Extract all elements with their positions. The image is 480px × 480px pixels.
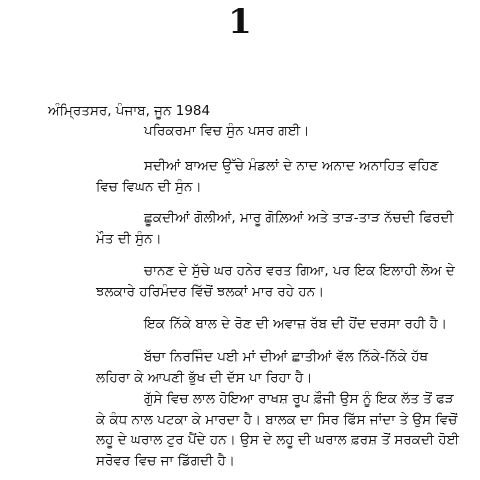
paragraph-line: ਕੇ ਕੰਧ ਨਾਲ ਪਟਕਾ ਕੇ ਮਾਰਦਾ ਹੈ। ਬਾਲਕ ਦਾ ਸਿਰ ਫਿੱਸ ਜਾਂਦਾ ਤੇ ਉਸ ਵਿਚੋਂ <box>96 411 458 428</box>
paragraph-line: ਮੌਤ ਦੀ ਸੁੰਨ। <box>96 230 162 247</box>
paragraph-line: ਚਾਨਣ ਦੇ ਸੁੱਚੇ ਘਰ ਹਨੇਰ ਵਰਤ ਗਿਆ, ਪਰ ਇਕ ਇਲਾਹੀ ਲੋਅ ਦੇ <box>144 263 455 279</box>
paragraph-line: ਛੂਕਦੀਆਂ ਗੋਲੀਆਂ, ਮਾਰੂ ਗੋਲ਼ਿਆਂ ਅਤੇ ਤਾੜ-ਤਾੜ ਨੱਚਦੀ ਫਿਰਦੀ <box>144 210 454 226</box>
paragraph-7 <box>48 389 460 471</box>
paragraph-line: ਸਦੀਆਂ ਬਾਅਦ ਉੱਚੇ ਮੰਡਲਾਂ ਦੇ ਨਾਦ ਅਨਾਦ ਅਨਾਹਿਤ ਵਹਿਣ <box>144 158 439 174</box>
paragraph-4 <box>48 261 455 302</box>
paragraph-3 <box>48 208 454 249</box>
paragraph-line: ਝਲਕਾਰੇ ਹਰਿਮੰਦਰ ਵਿੱਚੋਂ ਝਲਕਾਂ ਮਾਰ ਰਹੇ ਹਨ। <box>96 283 325 300</box>
paragraph-line: ਬੱਚਾ ਨਿਰਜਿੰਦ ਪਈ ਮਾਂ ਦੀਆਂ ਛਾਤੀਆਂ ਵੱਲ ਨਿੱਕੇ-ਨਿੱਕੇ ਹੱਥ <box>144 349 429 365</box>
paragraph-line: ਇਕ ਨਿੱਕੇ ਬਾਲ ਦੇ ਰੋਣ ਦੀ ਅਵਾਜ਼ ਰੱਬ ਦੀ ਹੋਂਦ ਦਰਸਾ ਰਹੀ ਹੈ। <box>144 316 447 332</box>
chapter-number: 1 <box>228 2 252 42</box>
paragraph-5 <box>48 314 448 335</box>
paragraph-line: ਲਹਿਰਾ ਕੇ ਆਪਣੀ ਭੁੱਖ ਦੀ ਦੱਸ ਪਾ ਰਿਹਾ ਹੈ। <box>96 369 313 386</box>
paragraph-line: ਵਿਚ ਵਿਘਨ ਦੀ ਸੁੰਨ। <box>96 178 202 195</box>
paragraph-line: ਗੁੱਸੇ ਵਿਚ ਲਾਲ ਹੋਇਆ ਰਾਖਸ਼ ਰੂਪ ਫ਼ੌਜੀ ਉਸ ਨੂੰ ਇਕ ਲੱਤ ਤੋਂ ਫੜ <box>144 391 454 407</box>
paragraph-1 <box>48 121 448 142</box>
paragraph-2 <box>48 156 448 197</box>
location-date-line: ਅੰਮ੍ਰਿਤਸਰ, ਪੰਜਾਬ, ਜੂਨ 1984 <box>48 103 211 119</box>
paragraph-line: ਪਰਿਕਰਮਾ ਵਿਚ ਸੁੰਨ ਪਸਰ ਗਈ। <box>144 123 310 139</box>
paragraph-line: ਲਹੂ ਦੇ ਘਰਾਲ ਟੁਰ ਪੈਂਦੇ ਹਨ। ਉਸ ਦੇ ਲਹੂ ਦੀ ਘਰਾਲ ਫ਼ਰਸ਼ ਤੋਂ ਸਰਕਦੀ ਹੋਈ <box>96 432 460 448</box>
paragraph-line: ਸਰੋਵਰ ਵਿਚ ਜਾ ਡਿੱਗਦੀ ਹੈ। <box>96 452 235 469</box>
paragraph-6 <box>48 347 448 388</box>
